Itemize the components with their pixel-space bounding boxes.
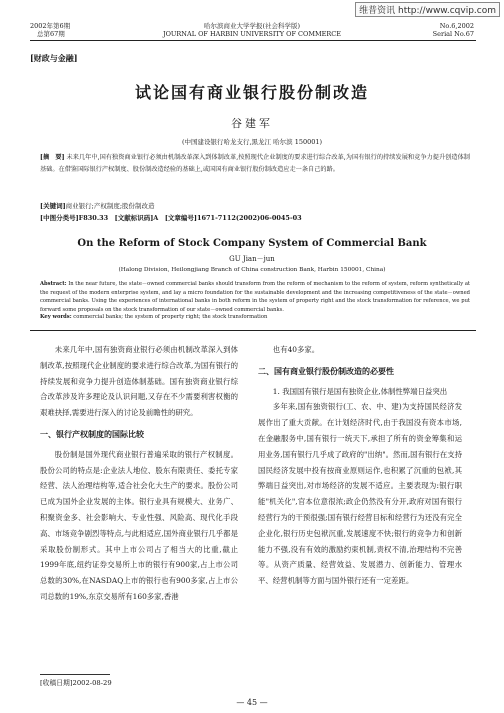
journal-en: JOURNAL OF HARBIN UNIVERSITY OF COMMERCE xyxy=(163,30,341,38)
abstract-label: [摘 要] xyxy=(40,154,65,161)
left-paragraph-1: 未来几年中,国有独资商业银行必须由机制改革深入到体制改革,按照现代企业制度的要求进行综合改革,为国有银行的持续发展和竞争力提升创造体制基础。国有独资商业银行综合改革涉及许多理论及认识问题,又存在不少需要利害权衡的艰难抉择,需要进行深入的讨论及前瞻性的研究。 xyxy=(40,345,238,418)
section-heading-1: 一、银行产权制度的国际比较 xyxy=(40,428,144,439)
abstract-text: 未来几年中,国有独资商业银行必须由机制改革深入到体制改革,按照现代企业制度的要求进行综合改革,为国有银行的持续发展和竞争力提升创造体制基础。在借鉴国际银行产权制度、股份制改造经验的基础上,或国国有商业银行股份制改造应走一条自己的路。 xyxy=(40,154,470,173)
classification: [中图分类号]F830.33 [文献标识码]A [文章编号]1671-7112(2002)06-0045-03 xyxy=(40,214,302,222)
page-title: 试论国有商业银行股份制改造 xyxy=(134,83,369,102)
watermark: 维普资讯 http://www.cqvip.com xyxy=(355,2,500,17)
affiliation: (中国建设银行哈龙支行,黑龙江 哈尔滨 150001) xyxy=(181,138,323,146)
issue-cn: 2002年第6期 xyxy=(30,22,71,30)
abstract-rule xyxy=(30,330,476,331)
subsection-heading-2-1: 1. 我国国有银行是国有独资企业,体制性弊端日益突出 xyxy=(272,386,448,396)
keywords-en-label: Key words: xyxy=(40,314,72,320)
issue-en: No.6,2002 xyxy=(439,22,474,30)
keywords-text: 商业银行;产权制度;股份制改造 xyxy=(65,202,155,210)
section-heading-2: 二、国有商业银行股份制改造的必要性 xyxy=(258,365,394,376)
abstract-en-label: Abstract: xyxy=(40,281,67,287)
english-title: On the Reform of Stock Company System of Commercial Bank xyxy=(77,238,427,249)
section-label: [财政与金融] xyxy=(30,53,78,63)
keywords-label: [关键词] xyxy=(40,202,66,210)
right-paragraph-0: 也有40多家。 xyxy=(272,345,320,354)
keywords-en xyxy=(40,313,470,322)
received-date: [收稿日期]2002-08-29 xyxy=(40,679,112,687)
page-number: — 45 — xyxy=(236,698,268,707)
abstract-cn xyxy=(40,152,470,175)
left-paragraph-2: 股份制是国外现代商业银行普遍采取的银行产权制度。股份公司的特点是:企业法人地位、股东有限责任、委托专家经营、法人治理结构等,适合社会化大生产的要求。股份公司已成为国外企业发展的主体。银行业具有规模大、业务广、积聚资金多、社会影响大、专业性强、风险高、现代化手段高、市场竞争剧烈等特点,与此相适应,国外商业银行几乎都是采取股份制形式。其中上市公司占了相当大的比重,截止1999年底,纽约证券交易所上市的银行有900家,占上市公司总数的30%,在NASDAQ上市的银行也有900多家,占上市公司总数的19%,东京交易所有160多家,香港 xyxy=(40,449,238,601)
author: 谷建军 xyxy=(231,117,273,130)
right-paragraph-1: 多年来,国有独资银行(工、农、中、建)为支持国民经济发展作出了重大贡献。在计划经济时代,由于我国没有资本市场,在金融服务中,国有银行一统天下,承担了所有的资金筹集和运用业务,国有银行几乎成了政府的"出纳"。然而,国有银行在支持国民经济发展中投有按商业原则运作,也积累了沉重的包袱,其弊端日益突出,对市场经济的发展不适应。主要表现为:银行职能"机关化",官本位意很浓;政企仍然没有分开,政府对国有银行经营行为的干预很强;国有银行经营目标和经营行为还没有完全企业化,银行历史包袱沉重,发展速度不快;银行的竞争力和创新能力不强,没有有效的激励约束机制,责权不清,治理结构不完善等。从资产质量、经营效益、发展潜力、创新能力、管理水平、经营机制等方面与国外银行还有一定差距。 xyxy=(258,402,462,586)
header-rule xyxy=(30,40,476,41)
journal-cn: 哈尔滨商业大学学报(社会科学版) xyxy=(203,22,301,30)
keywords-cn xyxy=(40,201,470,211)
serial-en: Serial No.67 xyxy=(432,30,474,38)
english-author: GU Jian－jun xyxy=(229,255,275,263)
abstract-en xyxy=(40,280,470,314)
english-affiliation: (Halong Division, Heilongjiang Branch of China construction Bank, Harbin 150001, China) xyxy=(118,267,386,273)
footnote-rule xyxy=(40,674,110,675)
left-column xyxy=(40,342,238,605)
abstract-en-text: In the near future, the state－owned commercial banks should transform from the reform of mechanism to the reform of system, reform synthetically at the request of the modern enterprise system, and lay a micro foundation for the sustainable development and the increasing competitiveness of the state－owned commercial banks. Using the experiences of international banks in both reform in the system of property right and the stock transformation for reference, we put forward some proposals on the stock transformation of our state－owned commercial banks. xyxy=(40,281,470,313)
keywords-en-text: commercial banks; the system of property right; the stock transformation xyxy=(73,314,268,320)
right-column xyxy=(258,342,462,589)
serial-cn: 总第67期 xyxy=(37,30,65,38)
